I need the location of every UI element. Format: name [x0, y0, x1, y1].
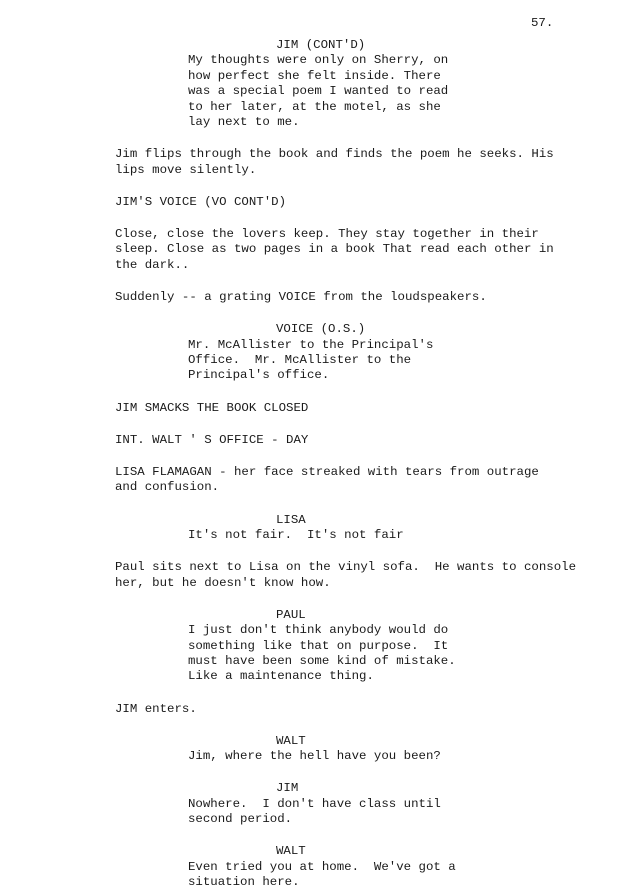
- page-number: 57.: [531, 16, 554, 30]
- action-line: JIM'S VOICE (VO CONT'D): [115, 194, 287, 209]
- dialogue-line: to her later, at the motel, as she: [188, 99, 441, 114]
- action-line: JIM SMACKS THE BOOK CLOSED: [115, 400, 309, 415]
- dialogue-line: something like that on purpose. It: [188, 638, 449, 653]
- character-name: VOICE (O.S.): [276, 322, 366, 337]
- action-line: Paul sits next to Lisa on the vinyl sofa. He wants to console: [115, 560, 577, 575]
- character-name: WALT: [276, 733, 306, 748]
- dialogue-line: must have been some kind of mistake.: [188, 654, 456, 668]
- character-name: WALT: [276, 844, 306, 859]
- action-line: and confusion.: [115, 480, 220, 495]
- dialogue-line: Like a maintenance thing.: [188, 669, 374, 684]
- action-line: LISA FLAMAGAN - her face streaked with tears from outrage: [115, 465, 539, 479]
- action-line: JIM enters.: [115, 701, 197, 716]
- action-line: the dark..: [115, 257, 190, 272]
- dialogue-line: was a special poem I wanted to read: [188, 84, 449, 99]
- dialogue-line: how perfect she felt inside. There: [188, 68, 441, 83]
- action-line: Jim flips through the book and finds the poem he seeks. His: [115, 147, 554, 162]
- dialogue-line: I just don't think anybody would do: [188, 623, 449, 638]
- dialogue-line: Even tried you at home. We've got a: [188, 859, 456, 874]
- action-line: sleep. Close as two pages in a book That read each other in: [115, 242, 554, 257]
- action-line: Close, close the lovers keep. They stay together in their: [115, 227, 539, 241]
- dialogue-line: situation here.: [188, 875, 300, 890]
- dialogue-line: It's not fair. It's not fair: [188, 528, 404, 542]
- action-line: lips move silently.: [115, 162, 257, 177]
- character-name: JIM (CONT'D): [276, 38, 366, 52]
- dialogue-line: lay next to me.: [188, 115, 300, 129]
- dialogue-line: Nowhere. I don't have class until: [188, 796, 441, 811]
- dialogue-line: My thoughts were only on Sherry, on: [188, 53, 449, 68]
- action-line: her, but he doesn't know how.: [115, 575, 331, 590]
- dialogue-line: Office. Mr. McAllister to the: [188, 353, 412, 367]
- action-line: Suddenly -- a grating VOICE from the loudspeakers.: [115, 290, 487, 304]
- scene-heading: INT. WALT ' S OFFICE - DAY: [115, 432, 309, 447]
- character-name: LISA: [276, 512, 306, 527]
- character-name: JIM: [276, 781, 299, 796]
- character-name: PAUL: [276, 607, 306, 622]
- dialogue-line: Mr. McAllister to the Principal's: [188, 337, 434, 352]
- dialogue-line: Principal's office.: [188, 368, 330, 383]
- dialogue-line: second period.: [188, 812, 293, 827]
- dialogue-line: Jim, where the hell have you been?: [188, 749, 441, 764]
